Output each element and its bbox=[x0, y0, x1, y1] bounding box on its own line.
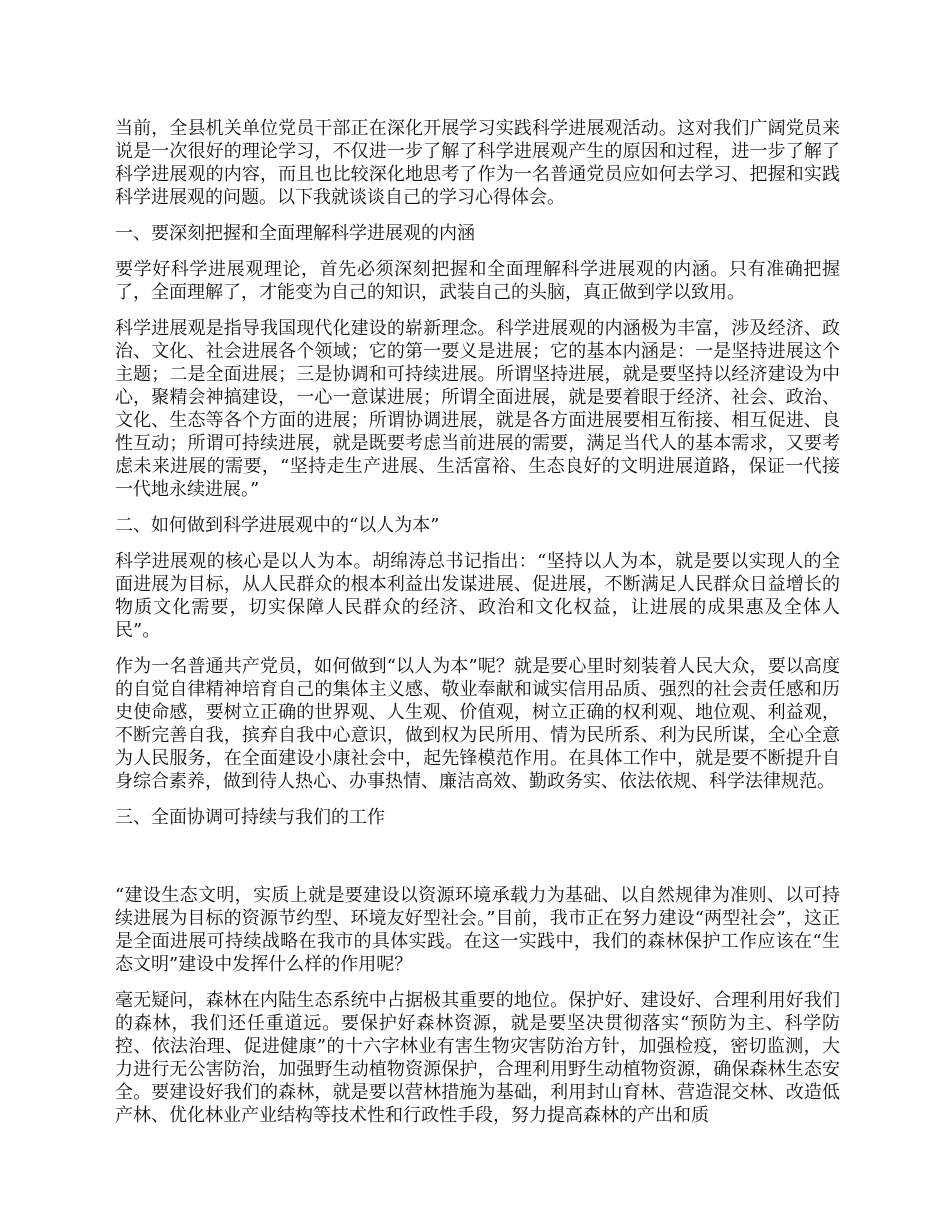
section-3-paragraph-1: “建设生态文明，实质上就是要建设以资源环境承载力为基础、以自然规律为准则、以可持续进展为目标的资源节约型、环境友好型社会。”目前，我市正在努力建设“两型社会”，这正是全面进展可持续战略在我市的具体实践。在这一实践中，我们的森林保护工作应该在“生态文明”建设中发挥什么样的作用呢？ bbox=[115, 885, 840, 975]
document-body bbox=[115, 117, 840, 1140]
section-heading-2: 二、如何做到科学进展观中的“以人为本” bbox=[115, 515, 440, 536]
section-3-paragraph-2: 毫无疑问，森林在内陆生态系统中占据极其重要的地位。保护好、建设好、合理利用好我们的森林，我们还任重道远。要保护好森林资源，就是要坚决贯彻落实“预防为主、科学防控、依法治理、促进健康”的十六字林业有害生物灾害防治方针，加强检疫，密切监测，大力进行无公害防治，加强野生动植物资源保护，合理利用野生动植物资源，确保森林生态安全。要建设好我们的森林，就是要以营林措施为基础，利用封山育林、营造混交林、改造低产林、优化林业产业结构等技术性和行政性手段，努力提高森林的产出和质 bbox=[115, 990, 840, 1126]
intro-paragraph: 当前，全县机关单位党员干部正在深化开展学习实践科学进展观活动。这对我们广阔党员来说是一次很好的理论学习，不仅进一步了解了科学进展观产生的原因和过程，进一步了解了科学进展观的内容，而且也比较深化地思考了作为一名普通党员应如何去学习、把握和实践科学进展观的问题。以下我就谈谈自己的学习心得体会。 bbox=[115, 118, 840, 208]
blank-gap bbox=[115, 842, 840, 884]
section-1-paragraph-2: 科学进展观是指导我国现代化建设的崭新理念。科学进展观的内涵极为丰富，涉及经济、政治、文化、社会进展各个领域；它的第一要义是进展；它的基本内涵是：一是坚持进展这个主题；二是全面进展；三是协调和可持续进展。所谓坚持进展，就是要坚持以经济建设为中心，聚精会神搞建设，一心一意谋进展；所谓全面进展，就是要着眼于经济、社会、政治、文化、生态等各个方面的进展；所谓协调进展，就是各方面进展要相互衔接、相互促进、良性互动；所谓可持续进展，就是既要考虑当前进展的需要，满足当代人的基本需求，又要考虑未来进展的需要，“坚持走生产进展、生活富裕、生态良好的文明进展道路，保证一代接一代地永续进展。” bbox=[115, 318, 840, 500]
section-2-paragraph-2: 作为一名普通共产党员，如何做到“以人为本”呢？就是要心里时刻装着人民大众，要以高度的自觉自律精神培育自己的集体主义感、敬业奉献和诚实信用品质、强烈的社会责任感和历史使命感，要树立正确的世界观、人生观、价值观，树立正确的权利观、地位观、利益观，不断完善自我，摈弃自我中心意识，做到权为民所用、情为民所系、利为民所谋，全心全意为人民服务，在全面建设小康社会中，起先锋模范作用。在具体工作中，就是要不断提升自身综合素养，做到待人热心、办事热情、廉洁高效、勤政务实、依法依规、科学法律规范。 bbox=[115, 656, 840, 792]
section-heading-1: 一、要深刻把握和全面理解科学进展观的内涵 bbox=[115, 223, 475, 244]
section-heading-3: 三、全面协调可持续与我们的工作 bbox=[115, 807, 385, 828]
section-1-paragraph-1: 要学好科学进展观理论，首先必须深刻把握和全面理解科学进展观的内涵。只有准确把握了，全面理解了，才能变为自己的知识，武装自己的头脑，真正做到学以致用。 bbox=[115, 259, 840, 303]
section-2-paragraph-1: 科学进展观的核心是以人为本。胡绵涛总书记指出：“坚持以人为本，就是要以实现人的全面进展为目标，从人民群众的根本利益出发谋进展、促进展，不断满足人民群众日益增长的物质文化需要，切实保障人民群众的经济、政治和文化权益，让进展的成果惠及全体人民”。 bbox=[115, 551, 840, 641]
